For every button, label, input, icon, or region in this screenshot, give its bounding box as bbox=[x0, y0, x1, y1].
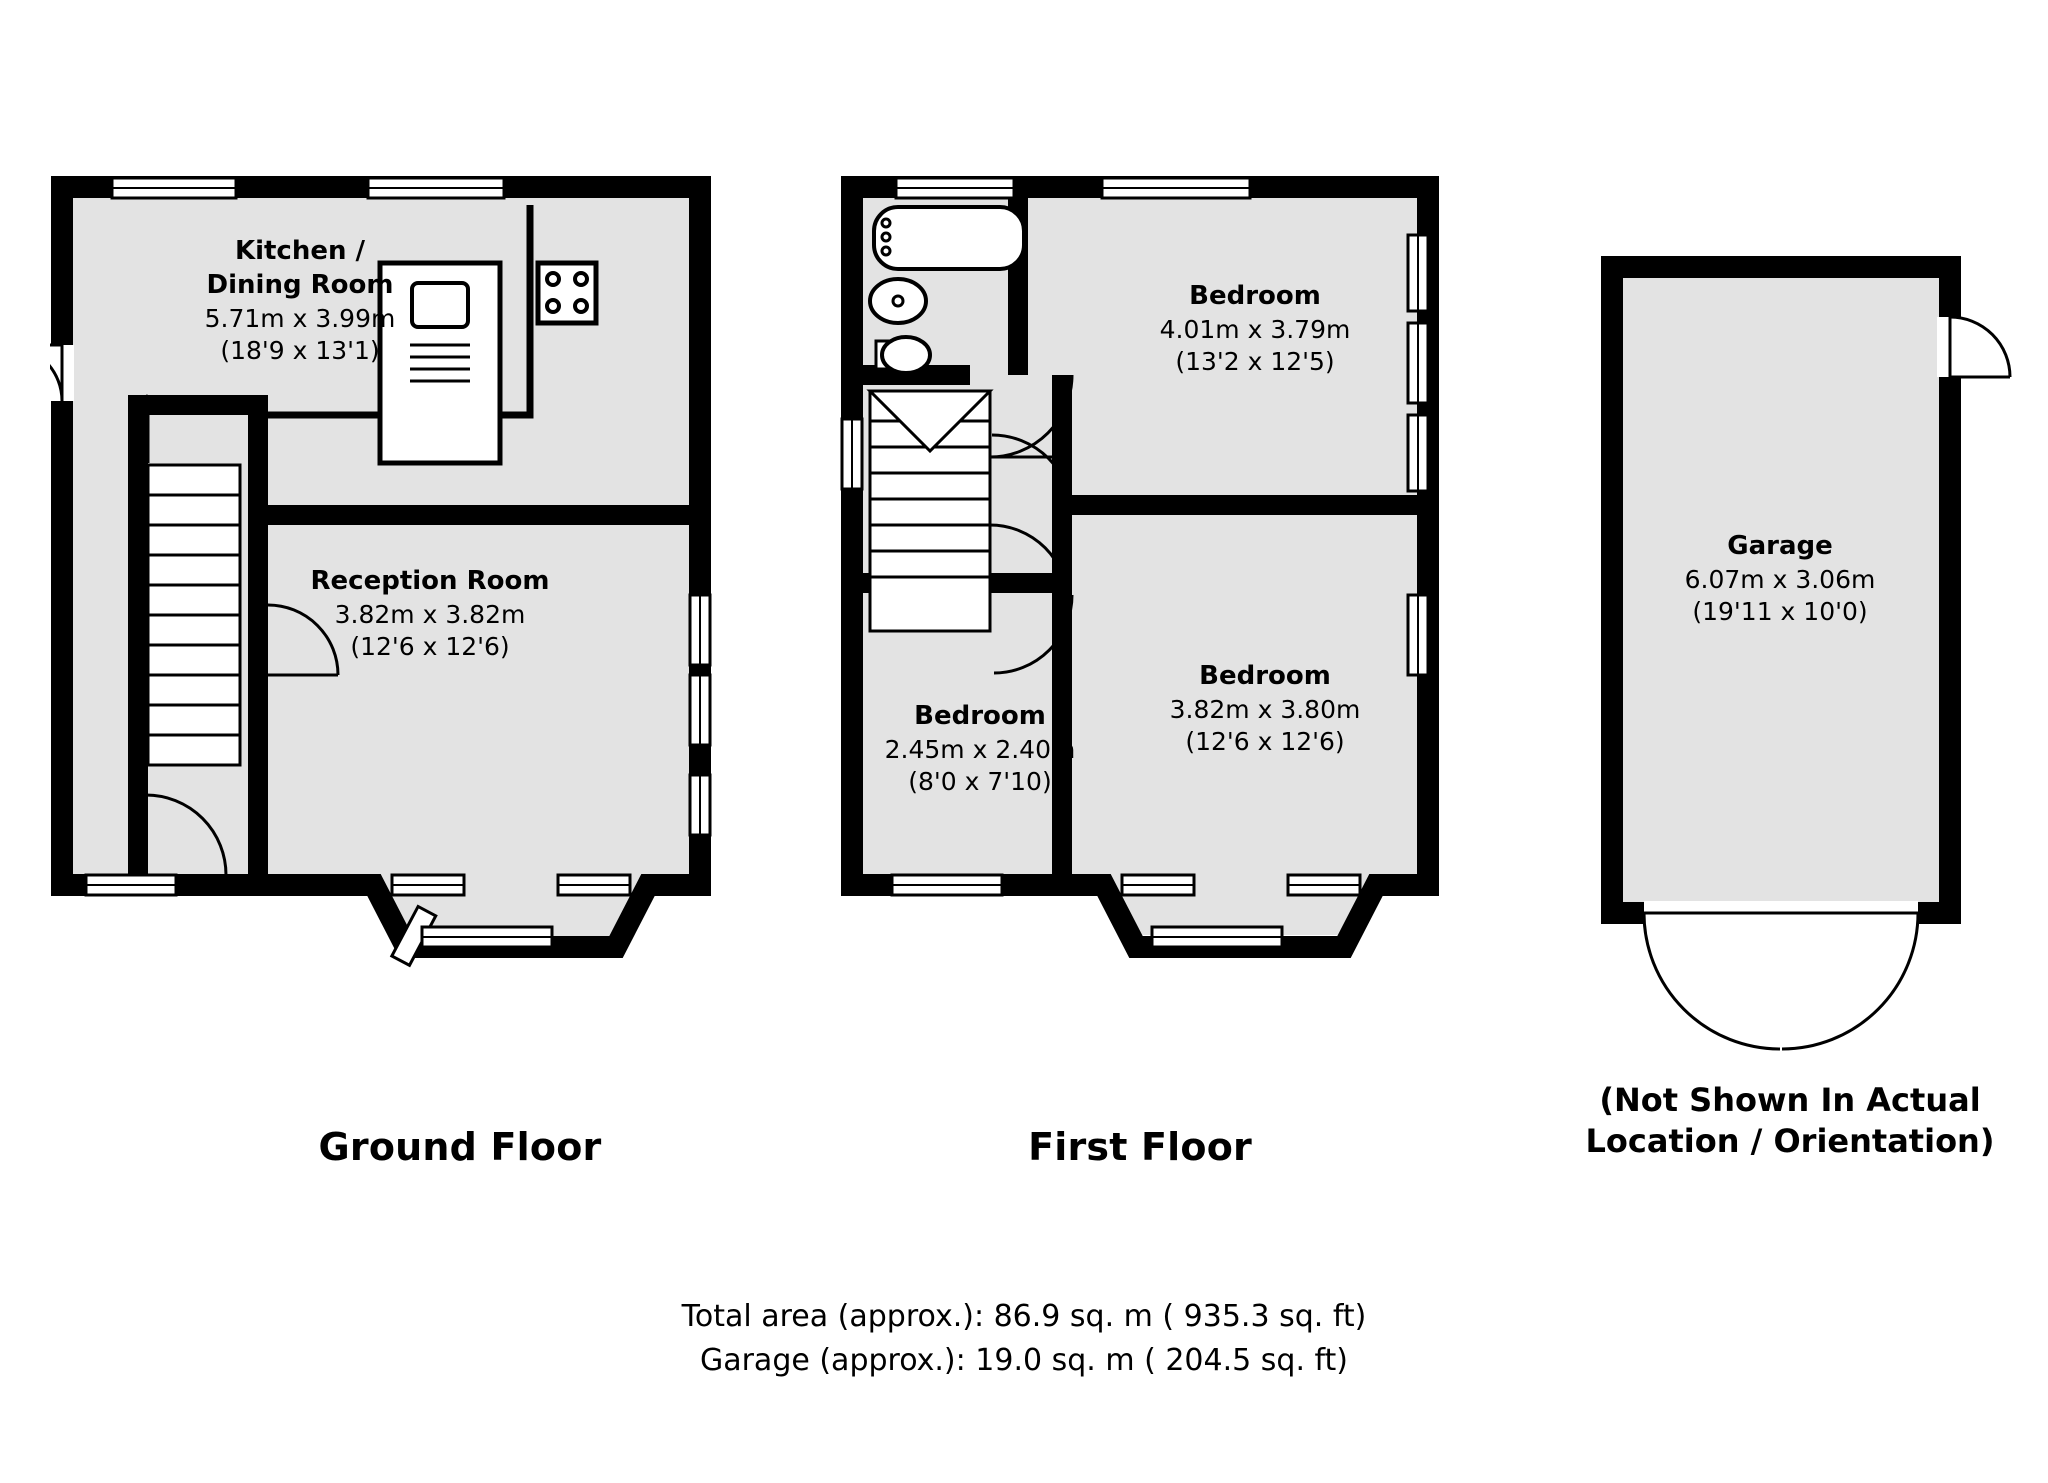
room-label-bedroom-3 bbox=[860, 700, 1100, 799]
room-dim-imperial: (12'6 x 12'6) bbox=[1185, 727, 1345, 757]
room-label-bedroom-1 bbox=[1095, 280, 1415, 379]
room-name: Garage bbox=[1727, 531, 1833, 561]
first-floor-title: First Floor bbox=[1028, 1125, 1252, 1169]
room-dim-imperial: (18'9 x 13'1) bbox=[220, 336, 380, 366]
garage-note-line2: Location / Orientation) bbox=[1585, 1121, 1995, 1160]
room-dim-metric: 6.07m x 3.06m bbox=[1684, 564, 1876, 594]
room-name: Reception Room bbox=[310, 566, 550, 596]
room-name-line1: Kitchen / bbox=[234, 236, 366, 266]
room-name: Bedroom bbox=[1189, 281, 1321, 311]
room-label-kitchen-dining bbox=[150, 235, 450, 368]
first-floor-plan bbox=[840, 175, 1480, 1075]
ground-floor-plan bbox=[50, 175, 730, 1075]
room-dim-metric: 5.71m x 3.99m bbox=[204, 303, 396, 333]
garage-plan bbox=[1600, 255, 2020, 1055]
room-dim-metric: 3.82m x 3.82m bbox=[334, 599, 526, 629]
total-area-text: Total area (approx.): 86.9 sq. m ( 935.3 sq. ft) bbox=[681, 1299, 1367, 1334]
room-dim-imperial: (8'0 x 7'10) bbox=[908, 767, 1052, 797]
room-dim-imperial: (13'2 x 12'5) bbox=[1175, 347, 1335, 377]
room-label-reception-room bbox=[260, 565, 600, 664]
area-summary bbox=[0, 1295, 2048, 1384]
room-dim-metric: 2.45m x 2.40m bbox=[884, 734, 1076, 764]
room-dim-metric: 4.01m x 3.79m bbox=[1159, 314, 1351, 344]
room-label-bedroom-2 bbox=[1105, 660, 1425, 759]
room-name: Bedroom bbox=[1199, 661, 1331, 691]
room-name: Bedroom bbox=[914, 701, 1046, 731]
garage-area-text: Garage (approx.): 19.0 sq. m ( 204.5 sq. ft) bbox=[699, 1343, 1349, 1379]
room-dim-imperial: (12'6 x 12'6) bbox=[350, 632, 510, 662]
room-dim-imperial: (19'11 x 10'0) bbox=[1692, 597, 1868, 627]
garage-note-line1: (Not Shown In Actual bbox=[1599, 1081, 1981, 1119]
room-dim-metric: 3.82m x 3.80m bbox=[1169, 694, 1361, 724]
room-name-line2: Dining Room bbox=[206, 269, 394, 300]
ground-floor-title: Ground Floor bbox=[318, 1125, 602, 1169]
garage-geometry bbox=[1612, 267, 2010, 1049]
garage-location-note bbox=[1560, 1080, 2020, 1162]
room-label-garage bbox=[1630, 530, 1930, 629]
